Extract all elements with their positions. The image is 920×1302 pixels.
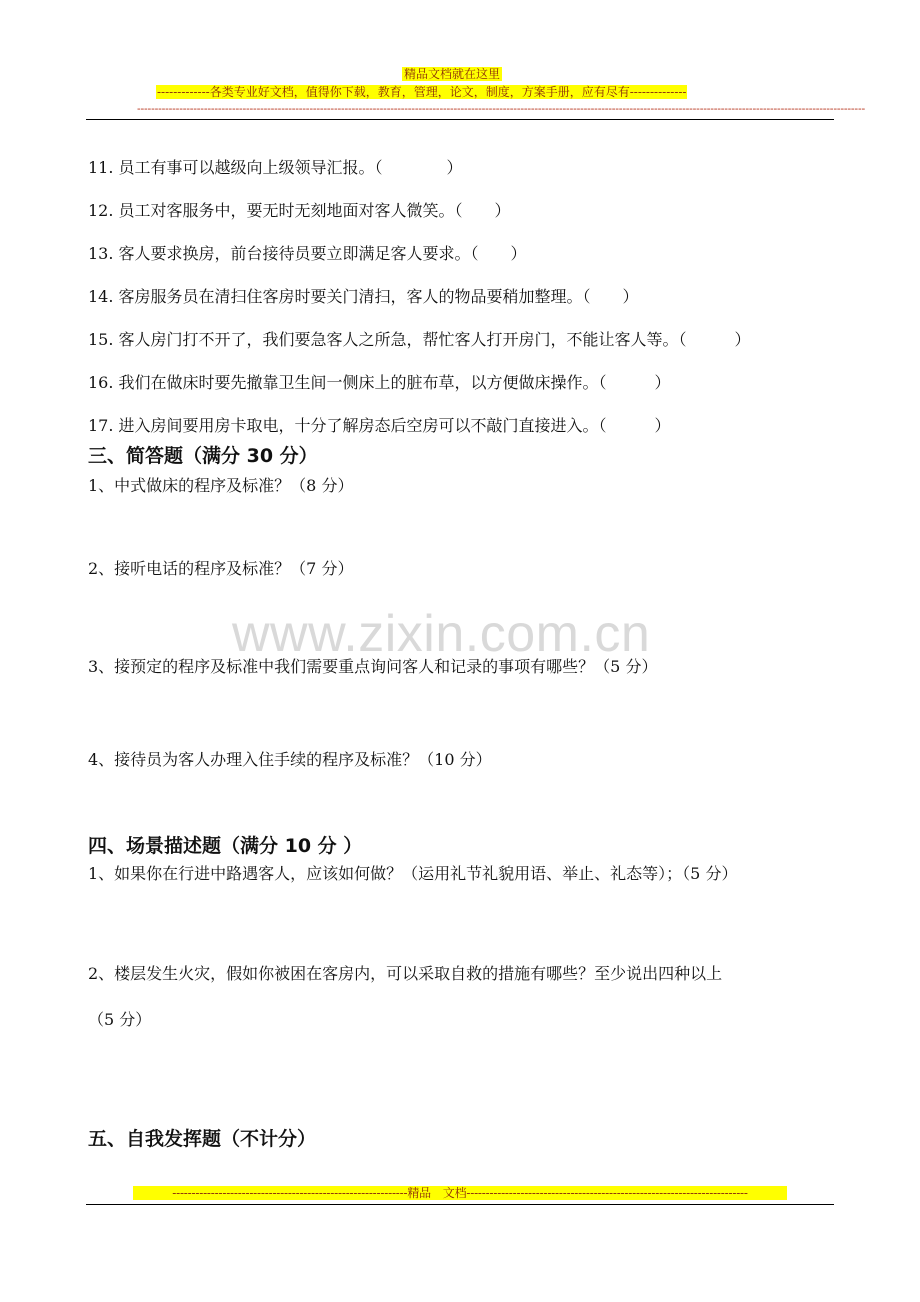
header-rule bbox=[86, 119, 834, 120]
section-3-title: 三、简答题（满分 30 分） bbox=[88, 445, 318, 467]
section-3-item-1: 1、中式做床的程序及标准？（8 分） bbox=[88, 476, 354, 495]
question-17: 17. 进入房间要用房卡取电，十分了解房态后空房可以不敲门直接进入。（ ） bbox=[88, 416, 671, 435]
question-15: 15. 客人房门打不开了，我们要急客人之所急，帮忙客人打开房门，不能让客人等。（ ） bbox=[88, 330, 751, 349]
section-5-title: 五、自我发挥题（不计分） bbox=[88, 1128, 317, 1150]
section-4-item-2-score: （5 分） bbox=[88, 1010, 152, 1029]
header-title: 精品文档就在这里 bbox=[404, 67, 501, 81]
question-12: 12. 员工对客服务中，要无时无刻地面对客人微笑。（ ） bbox=[88, 201, 511, 220]
section-3-item-4: 4、接待员为客人办理入住手续的程序及标准？（10 分） bbox=[88, 750, 492, 769]
section-4-item-1: 1、如果你在行进中路遇客人，应该如何做？（运用礼节礼貌用语、举止、礼态等）；（5 分） bbox=[88, 864, 738, 883]
section-4-title: 四、场景描述题（满分 10 分 ） bbox=[88, 835, 363, 857]
section-3-item-3: 3、接预定的程序及标准中我们需要重点询问客人和记录的事项有哪些？（5 分） bbox=[88, 657, 658, 676]
question-11: 11. 员工有事可以越级向上级领导汇报。（ ） bbox=[88, 158, 463, 177]
question-16: 16. 我们在做床时要先撤靠卫生间一侧床上的脏布草，以方便做床操作。（ ） bbox=[88, 373, 671, 392]
question-13: 13. 客人要求换房，前台接待员要立即满足客人要求。（ ） bbox=[88, 244, 527, 263]
header-banner: -------------各类专业好文档，值得你下载，教育，管理，论文，制度，方案手册，应有尽有-------------- bbox=[157, 85, 687, 99]
header-dashed-line: --------------------------------------------------------------------------------------------------------------------------------------------------------------------------------------------------------------- bbox=[137, 102, 865, 115]
footer-banner: -------------------------------------------------------------精品 文档------------------------------------------------------------------------- bbox=[133, 1186, 787, 1200]
footer-rule bbox=[86, 1204, 834, 1205]
section-3-item-2: 2、接听电话的程序及标准？（7 分） bbox=[88, 559, 354, 578]
question-14: 14. 客房服务员在清扫住客房时要关门清扫，客人的物品要稍加整理。（ ） bbox=[88, 287, 639, 306]
section-4-item-2: 2、楼层发生火灾，假如你被困在客房内，可以采取自救的措施有哪些？至少说出四种以上 bbox=[88, 964, 723, 983]
watermark: www.zixin.com.cn bbox=[232, 605, 651, 663]
